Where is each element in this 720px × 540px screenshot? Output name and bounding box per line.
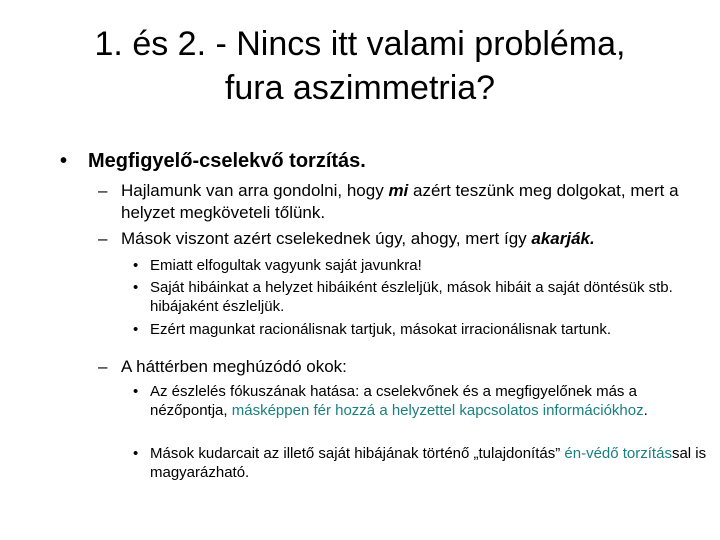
dash-item-1 xyxy=(98,180,708,224)
dash-item-2-em: akarják. xyxy=(531,229,595,248)
dash-item-2-text xyxy=(121,228,708,250)
dash-icon: – xyxy=(98,357,108,376)
bullet-dot-icon: • xyxy=(133,383,139,400)
bullet-dot-icon: • xyxy=(133,321,139,338)
subbullet-2-1-highlight: másképpen fér hozzá a helyzettel kapcsolatos információkhoz xyxy=(231,402,644,419)
bullet-observer-actor-bias xyxy=(60,148,700,174)
subbullet-2-2 xyxy=(133,444,713,482)
bullet-dot-icon: • xyxy=(133,279,139,296)
dash-item-1-pre: Hajlamunk van arra gondolni, hogy xyxy=(121,181,389,200)
dash-item-1-post: azért teszünk meg dolgokat, mert a helyzet megköveteli tőlünk. xyxy=(121,181,679,222)
subbullet-2-1-text xyxy=(150,382,713,420)
dash-item-1-em: mi xyxy=(388,181,409,200)
dash-icon: – xyxy=(98,229,108,248)
subbullet-2-2-post: sal is magyarázható. xyxy=(150,445,707,481)
subbullet-1-3-text: Ezért magunkat racionálisnak tartjuk, másokat irracionálisnak tartunk. xyxy=(150,321,612,338)
dash-icon: – xyxy=(98,181,108,200)
bullet-dot-icon: • xyxy=(60,150,68,172)
bullet-text: Megfigyelő-cselekvő torzítás. xyxy=(88,150,366,172)
slide-title-line2: fura aszimmetria? xyxy=(224,69,496,107)
subbullet-1-2 xyxy=(133,278,713,316)
dash-item-3-text: A háttérben meghúzódó okok: xyxy=(121,357,347,376)
subbullet-2-2-pre: Mások kudarcait az illető saját hibájának történő „tulajdonítás” xyxy=(150,445,565,462)
slide-title-line1: 1. és 2. - Nincs itt valami probléma, xyxy=(94,25,626,63)
subbullet-2-2-text xyxy=(150,444,713,482)
subbullet-2-1 xyxy=(133,382,713,420)
subbullet-2-1-pre: Az észlelés fókuszának hatása: a cselekvőnek és a megfigyelőnek más a nézőpontja, xyxy=(150,383,637,419)
slide-title xyxy=(20,22,700,110)
dash-item-3 xyxy=(98,356,708,378)
subbullet-2-2-highlight: én-védő torzítás xyxy=(564,445,672,462)
dash-item-1-text xyxy=(121,180,708,224)
subbullet-1-1-text: Emiatt elfogultak vagyunk saját javunkra! xyxy=(150,257,422,274)
dash-item-2 xyxy=(98,228,708,250)
dash-item-2-pre: Mások viszont azért cselekednek úgy, ahogy, mert így xyxy=(121,229,532,248)
subbullet-2-1-post: . xyxy=(643,402,648,419)
bullet-dot-icon: • xyxy=(133,257,139,274)
subbullet-1-3 xyxy=(133,320,713,339)
subbullet-1-1 xyxy=(133,256,713,275)
subbullet-1-2-text: Saját hibáinkat a helyzet hibáiként észleljük, mások hibáit a saját döntésük stb. hibájaként észleljük. xyxy=(150,279,673,315)
bullet-dot-icon: • xyxy=(133,445,139,462)
